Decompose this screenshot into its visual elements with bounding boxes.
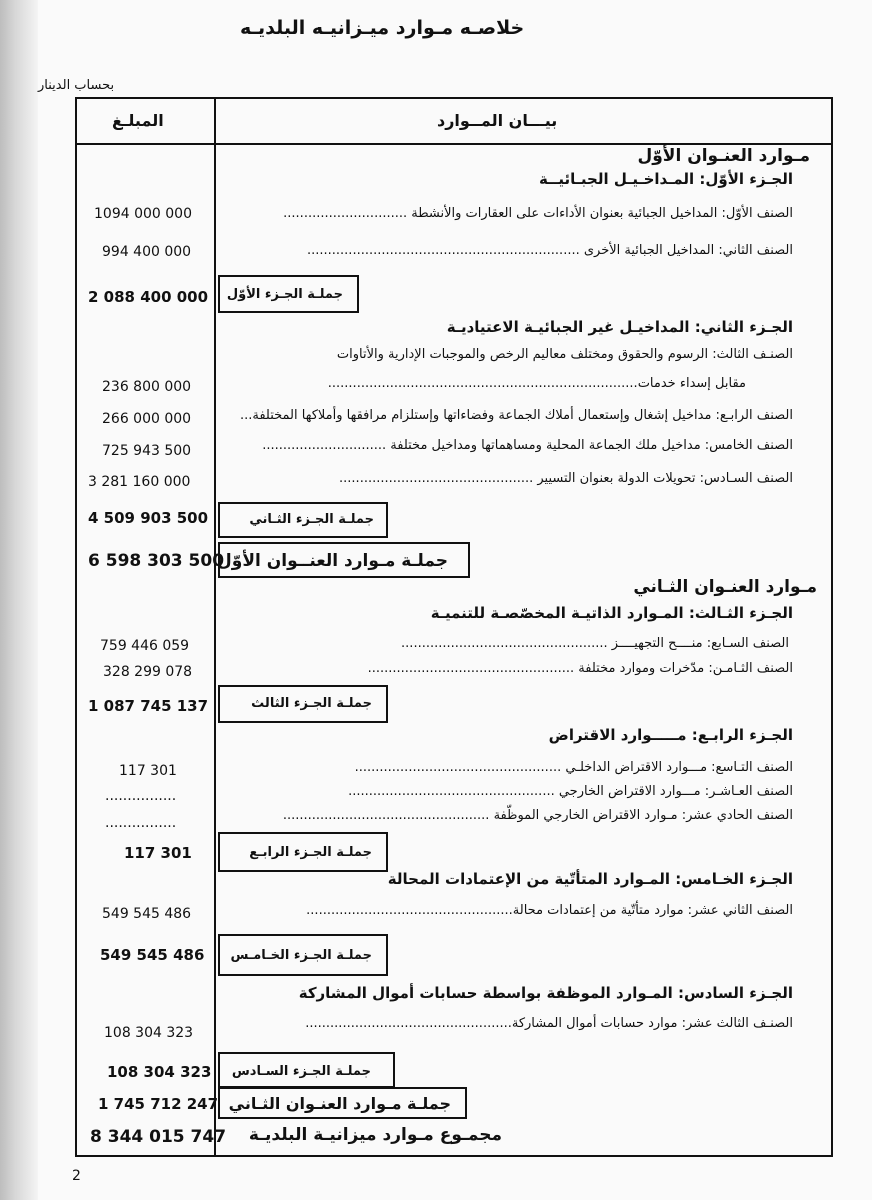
part4-total-box xyxy=(218,832,388,872)
part5-total-label: جملـة الجـزء الخـامـس xyxy=(230,948,372,963)
part3-total-label: جملـة الجـزء الثالث xyxy=(251,696,372,711)
title2-heading: مـوارد العنـوان الثـاني xyxy=(633,577,817,597)
cat13-label: الصنـف الثالث عشر: موارد حسابات أموال المشاركة.................................................. xyxy=(305,1016,793,1031)
cat3-amount: 236 800 000 xyxy=(102,379,192,395)
cat10-amount: ................ xyxy=(105,788,177,804)
cat3-label: الصنـف الثالث: الرسوم والحقوق ومختلف معاليم الرخص والموجبات الإدارية والأتاوات xyxy=(336,347,793,362)
part6-total-box xyxy=(218,1052,395,1088)
part5-heading: الجـزء الخـامس: المـوارد المتأتّية من الإعتمادات المحالة xyxy=(387,870,793,888)
page-title: خلاصـه مـوارد ميـزانيـه البلديـه xyxy=(240,17,525,39)
cat13-amount: 108 304 323 xyxy=(104,1025,194,1041)
column-divider xyxy=(214,97,216,1157)
cat4-label: الصنف الرابـع: مداخيل إشغال وإستعمال أملاك الجماعة وفضاءاتها وإستلزام مرافقها وأملاكها المختلفة... xyxy=(239,408,793,423)
page-number: 2 xyxy=(72,1168,81,1184)
cat1-label: الصنف الأوّل: المداخيل الجبائية بعنوان الأداءات على العقارات والأنشطة .............................. xyxy=(283,206,793,221)
part1-heading: الجـزء الأوّل: المـداخـيـل الجبـائيــة xyxy=(539,170,793,188)
part2-total-label: جملـة الجـزء الثـاني xyxy=(249,512,374,527)
cat4-amount: 266 000 000 xyxy=(102,411,192,427)
title1-total-box xyxy=(218,542,470,578)
part2-heading: الجـزء الثاني: المداخيـل غير الجبائيـة الاعتياديـة xyxy=(446,318,793,336)
part1-total-label: جملـة الجـزء الأوّل xyxy=(226,287,343,302)
part5-total-amount: 549 545 486 xyxy=(100,946,205,964)
title2-total-label: جملـة مـوارد العنـوان الثـاني xyxy=(228,1094,451,1113)
cat2-amount: 994 400 000 xyxy=(102,244,192,260)
cat9-label: الصنف التـاسع: مـــوارد الاقتراض الداخلـي .................................................. xyxy=(354,760,793,775)
part3-heading: الجـزء الثـالث: المـوارد الذاتيـة المخصّصـة للتنميـة xyxy=(430,604,793,622)
currency-unit: بحساب الدينار xyxy=(38,78,115,93)
header-divider xyxy=(75,143,833,145)
page-stack-edge xyxy=(0,0,38,1200)
cat12-amount: 549 545 486 xyxy=(102,906,192,922)
part2-total-box xyxy=(218,502,388,538)
cat8-amount: 328 299 078 xyxy=(103,664,193,680)
cat7-amount: 759 446 059 xyxy=(100,638,190,654)
cat12-label: الصنف الثاني عشر: موارد متأتّية من إعتمادات محالة.................................................. xyxy=(306,903,793,918)
cat6-amount: 3 281 160 000 xyxy=(88,474,191,490)
grand-total-amount: 8 344 015 747 xyxy=(90,1127,227,1147)
part4-total-label: جملـة الجـزء الرابـع xyxy=(249,845,372,860)
title2-total-amount: 1 745 712 247 xyxy=(98,1095,219,1113)
cat8-label: الصنف الثـامـن: مدّخرات وموارد مختلفة .................................................. xyxy=(367,661,793,676)
cat6-label: الصنف السـادس: تحويلات الدولة بعنوان التسيير ............................................... xyxy=(339,471,793,486)
amount-column-header: المبلـغ xyxy=(112,111,164,130)
title1-total-label: جملـة مـوارد العنــوان الأوّل xyxy=(217,551,448,571)
part6-total-amount: 108 304 323 xyxy=(107,1063,212,1081)
description-column-header: بيـــان المــوارد xyxy=(437,111,558,130)
part5-total-box xyxy=(218,934,388,976)
cat10-label: الصنف العـاشـر: مـــوارد الاقتراض الخارجي .................................................. xyxy=(348,784,793,799)
cat3-label-line2: مقابل إسداء خدمات........................................................................... xyxy=(327,376,746,391)
cat11-amount: ................ xyxy=(105,815,177,831)
part6-heading: الجـزء السادس: المـوارد الموظفة بواسطة حسابات أموال المشاركة xyxy=(298,984,793,1002)
part1-total-amount: 2 088 400 000 xyxy=(88,288,209,306)
cat7-label: الصنف السـابع: منــــح التجهيــــز .................................................. xyxy=(401,636,789,651)
grand-total-label: مجمـوع مـوارد ميزانيـة البلديـة xyxy=(248,1125,502,1145)
cat9-amount: 117 301 xyxy=(119,763,177,779)
cat5-label: الصنف الخامس: مداخيل ملك الجماعة المحلية ومساهماتها ومداخيل مختلفة .............................. xyxy=(262,438,793,453)
part4-total-amount: 117 301 xyxy=(124,844,192,862)
part3-total-box xyxy=(218,685,388,723)
title1-heading: مـوارد العنـوان الأوّل xyxy=(637,146,810,166)
part2-total-amount: 4 509 903 500 xyxy=(88,509,209,527)
cat11-label: الصنف الحادي عشر: مـوارد الاقتراض الخارجي الموظّفة .................................................. xyxy=(282,808,793,823)
part3-total-amount: 1 087 745 137 xyxy=(88,697,209,715)
title2-total-box xyxy=(218,1087,467,1119)
part4-heading: الجـزء الرابـع: مـــــوارد الاقتراض xyxy=(548,726,793,744)
title1-total-amount: 6 598 303 500 xyxy=(88,551,225,571)
cat1-amount: 1094 000 000 xyxy=(94,206,192,222)
cat2-label: الصنف الثاني: المداخيل الجبائية الأخرى .................................................................. xyxy=(306,243,793,258)
cat5-amount: 725 943 500 xyxy=(102,443,192,459)
part1-total-box xyxy=(218,275,359,313)
part6-total-label: جملـة الجـزء السـادس xyxy=(231,1064,371,1079)
